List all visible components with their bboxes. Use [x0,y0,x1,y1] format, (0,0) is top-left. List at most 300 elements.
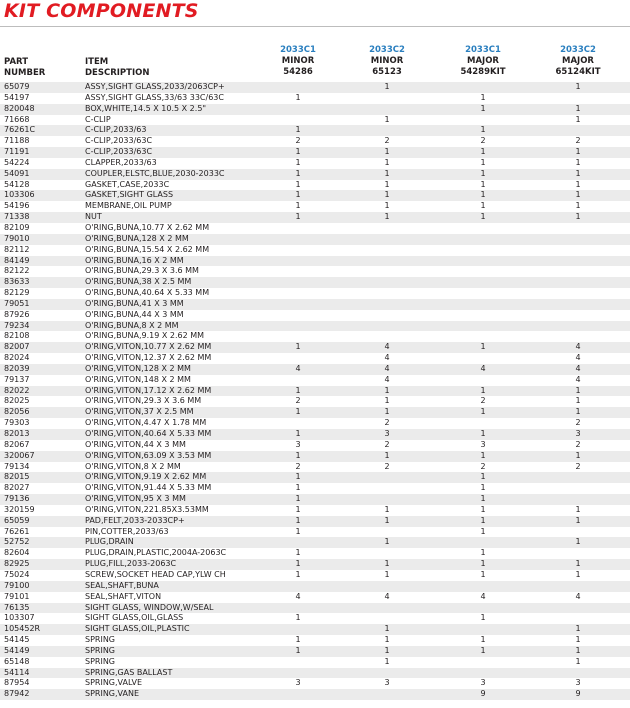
quantity-cell: 1 [480,472,486,482]
quantity-cell: 3 [480,678,486,688]
description-cell: O'RING,VITON,221.85X3.53MM [85,504,209,514]
quantity-cell: 4 [295,591,301,601]
description-cell: O'RING,VITON,9.19 X 2.62 MM [85,472,207,482]
part-number-cell: 82007 [4,342,30,352]
quantity-cell: 1 [295,157,301,167]
kit-type: MAJOR [562,56,594,66]
quantity-cell: 1 [295,635,301,645]
quantity-cell: 1 [480,212,486,222]
part-number-cell: 76261 [4,526,30,536]
part-number-cell: 54196 [4,201,30,211]
table-row [0,548,630,559]
table-row [0,331,630,342]
quantity-cell: 2 [384,418,390,428]
quantity-cell: 1 [295,179,301,189]
quantity-cell: 1 [295,494,301,504]
part-number-cell: 75024 [4,569,30,579]
description-cell: PLUG,DRAIN,PLASTIC,2004A-2063C [85,548,227,558]
quantity-cell: 4 [384,353,390,363]
quantity-cell: 1 [384,645,390,655]
description-cell: O'RING,VITON,40.64 X 5.33 MM [85,429,212,438]
quantity-cell: 2 [575,439,581,449]
description-cell: GASKET,SIGHT GLASS [85,190,174,200]
quantity-cell: 1 [480,613,486,623]
quantity-cell: 1 [480,407,486,417]
quantity-cell: 1 [480,569,486,579]
quantity-cell: 1 [295,385,301,395]
part-number-cell: 82013 [4,429,30,438]
quantity-cell: 4 [575,363,581,373]
description-cell: O'RING,VITON,148 X 2 MM [85,374,191,384]
quantity-cell: 1 [480,125,486,135]
part-number-cell: 82122 [4,266,30,276]
part-number-cell: 54224 [4,157,30,167]
description-cell: O'RING,VITON,4.47 X 1.78 MM [85,418,207,428]
quantity-cell: 1 [480,450,486,460]
quantity-cell: 1 [480,179,486,189]
part-number-cell: 82129 [4,288,30,298]
table-row [0,266,630,277]
quantity-cell: 2 [575,418,581,428]
item-description-header [85,57,149,79]
quantity-cell: 1 [575,82,581,91]
quantity-cell: 1 [295,515,301,525]
quantity-cell: 1 [480,526,486,536]
quantity-cell: 1 [295,613,301,623]
part-number-cell: 83633 [4,277,30,287]
table-row [0,451,630,462]
quantity-cell: 4 [480,363,486,373]
quantity-cell: 9 [575,689,581,699]
table-row [0,527,630,538]
description-cell: O'RING,BUNA,41 X 3 MM [85,298,184,308]
part-number-cell: 82027 [4,483,30,493]
table-row [0,342,630,353]
table-row [0,125,630,136]
quantity-cell: 1 [480,342,486,352]
description-cell: MEMBRANE,OIL PUMP [85,201,172,211]
table-row [0,657,630,668]
quantity-cell: 1 [575,190,581,200]
part-number-cell: 105452R [4,624,41,634]
description-cell: SEAL,SHAFT,BUNA [85,580,159,590]
quantity-cell: 1 [480,190,486,200]
quantity-cell: 1 [575,515,581,525]
description-cell: O'RING,BUNA,16 X 2 MM [85,255,184,265]
quantity-cell: 1 [480,429,486,438]
part-number-cell: 71668 [4,114,30,124]
quantity-cell: 4 [575,353,581,363]
part-number-cell: 76135 [4,602,30,612]
quantity-cell: 9 [480,689,486,699]
quantity-cell: 1 [295,407,301,417]
quantity-cell: 1 [295,342,301,352]
part-number-cell: 82112 [4,244,30,254]
quantity-cell: 4 [384,342,390,352]
kit-header-major-c1 [435,45,531,78]
quantity-cell: 1 [384,201,390,211]
description-cell: O'RING,BUNA,15.54 X 2.62 MM [85,244,210,254]
description-cell: C-CLIP,2033/63 [85,125,147,135]
quantity-cell: 1 [575,147,581,157]
description-cell: SPRING,VALVE [85,678,143,688]
kit-type: MAJOR [467,56,499,66]
quantity-cell: 1 [575,157,581,167]
quantity-cell: 2 [295,396,301,406]
table-row [0,494,630,505]
quantity-cell: 2 [480,461,486,471]
part-number-cell: 65079 [4,82,30,91]
quantity-cell: 1 [384,624,390,634]
quantity-cell: 1 [575,103,581,113]
quantity-cell: 1 [295,168,301,178]
quantity-cell: 1 [480,494,486,504]
quantity-cell: 1 [295,504,301,514]
description-cell: SPRING [85,635,116,645]
part-number-cell: 79137 [4,374,30,384]
description-cell: O'RING,VITON,8 X 2 MM [85,461,181,471]
quantity-cell: 1 [575,559,581,569]
part-number-cell: 52752 [4,537,30,547]
quantity-cell: 1 [295,125,301,135]
description-cell: O'RING,BUNA,38 X 2.5 MM [85,277,192,287]
table-row [0,147,630,158]
quantity-cell: 1 [295,147,301,157]
quantity-cell: 3 [480,439,486,449]
kit-code: 2033C1 [465,45,501,55]
quantity-cell: 1 [295,526,301,536]
part-number-cell: 82109 [4,222,30,232]
quantity-cell: 1 [384,147,390,157]
quantity-cell: 1 [575,645,581,655]
table-row [0,169,630,180]
quantity-cell: 1 [295,450,301,460]
quantity-cell: 1 [480,645,486,655]
table-row [0,375,630,386]
part-number-cell: 87954 [4,678,30,688]
description-cell: PLUG,DRAIN [85,537,134,547]
table-row [0,158,630,169]
quantity-cell: 1 [384,168,390,178]
table-row [0,440,630,451]
quantity-cell: 1 [384,114,390,124]
part-number-cell: 79134 [4,461,30,471]
quantity-cell: 1 [384,569,390,579]
quantity-cell: 4 [384,591,390,601]
quantity-cell: 2 [295,461,301,471]
quantity-cell: 1 [575,179,581,189]
description-cell: O'RING,BUNA,29.3 X 3.6 MM [85,266,199,276]
part-number-cell: 82015 [4,472,30,482]
part-number-cell: 82108 [4,331,30,341]
quantity-cell: 1 [480,147,486,157]
part-number-cell: 79051 [4,298,30,308]
part-number-cell: 82925 [4,559,30,569]
description-cell: ASSY,SIGHT GLASS,33/63 33C/63C [85,92,224,102]
part-number-cell: 82604 [4,548,30,558]
description-cell: PAD,FELT,2033-2033CP+ [85,515,185,525]
quantity-cell: 4 [384,374,390,384]
description-cell: O'RING,VITON,37 X 2.5 MM [85,407,194,417]
kit-header-minor-c2 [339,45,435,78]
description-cell: GASKET,CASE,2033C [85,179,170,189]
quantity-cell: 1 [480,103,486,113]
description-cell: C-CLIP,2033/63C [85,136,153,146]
description-cell: SPRING [85,645,116,655]
quantity-cell: 1 [575,114,581,124]
quantity-cell: 3 [295,439,301,449]
quantity-cell: 1 [480,483,486,493]
table-row [0,93,630,104]
quantity-cell: 1 [295,201,301,211]
table-row [0,223,630,234]
table-row [0,364,630,375]
table-row [0,234,630,245]
quantity-cell: 1 [480,168,486,178]
quantity-cell: 4 [575,342,581,352]
components-table [0,82,630,700]
description-cell: SEAL,SHAFT,VITON [85,591,162,601]
table-row [0,462,630,473]
quantity-cell: 3 [384,429,390,438]
table-row [0,353,630,364]
part-number-cell: 76261C [4,125,36,135]
part-number-cell: 65059 [4,515,30,525]
table-row [0,136,630,147]
part-header-line1: PART [4,57,28,67]
description-cell: O'RING,VITON,17.12 X 2.62 MM [85,385,212,395]
item-header-line1: ITEM [85,57,109,67]
quantity-cell: 3 [575,678,581,688]
table-row [0,516,630,527]
quantity-cell: 1 [384,396,390,406]
quantity-cell: 1 [295,92,301,102]
quantity-cell: 1 [384,559,390,569]
quantity-cell: 1 [575,624,581,634]
quantity-cell: 2 [575,461,581,471]
quantity-cell: 1 [575,201,581,211]
description-cell: CLAPPER,2033/63 [85,157,157,167]
part-number-cell: 82025 [4,396,30,406]
quantity-cell: 1 [384,157,390,167]
description-cell: SPRING [85,656,116,666]
table-row [0,678,630,689]
description-cell: BOX,WHITE,14.5 X 10.5 X 2.5" [85,103,207,113]
quantity-cell: 1 [384,656,390,666]
quantity-cell: 4 [295,363,301,373]
quantity-cell: 1 [384,82,390,91]
part-number-cell: 54145 [4,635,30,645]
quantity-cell: 1 [384,179,390,189]
part-number-cell: 79234 [4,320,30,330]
part-number-cell: 87926 [4,309,30,319]
part-number-cell: 84149 [4,255,30,265]
quantity-cell: 1 [575,504,581,514]
part-number-cell: 820048 [4,103,35,113]
kit-number: 65123 [372,67,402,77]
table-row [0,288,630,299]
table-row [0,472,630,483]
table-row [0,668,630,679]
part-number-cell: 82039 [4,363,30,373]
page-title: KIT COMPONENTS [4,0,199,22]
part-number-cell: 54128 [4,179,30,189]
part-number-cell: 103306 [4,190,35,200]
description-cell: NUT [85,212,102,222]
description-cell: O'RING,VITON,63.09 X 3.53 MM [85,450,212,460]
description-cell: SPRING,VANE [85,689,140,699]
quantity-cell: 1 [575,450,581,460]
title-divider [0,26,630,27]
table-row [0,505,630,516]
description-cell: SIGHT GLASS, WINDOW,W/SEAL [85,602,214,612]
description-cell: SCREW,SOCKET HEAD CAP,YLW CH [85,569,226,579]
table-row [0,321,630,332]
part-number-cell: 54114 [4,667,30,677]
part-number-cell: 79303 [4,418,30,428]
quantity-cell: 1 [295,559,301,569]
part-number-header [4,57,45,79]
description-cell: O'RING,BUNA,44 X 3 MM [85,309,184,319]
table-row [0,277,630,288]
table-row [0,429,630,440]
quantity-cell: 1 [384,190,390,200]
quantity-cell: 1 [575,396,581,406]
quantity-cell: 3 [295,678,301,688]
table-row [0,483,630,494]
description-cell: COUPLER,ELSTC,BLUE,2030-2033C [85,168,225,178]
quantity-cell: 1 [295,645,301,655]
part-number-cell: 82056 [4,407,30,417]
quantity-cell: 1 [384,635,390,645]
description-cell: ASSY,SIGHT GLASS,2033/2063CP+ [85,82,225,91]
description-cell: O'RING,VITON,91.44 X 5.33 MM [85,483,212,493]
table-row [0,115,630,126]
kit-code: 2033C1 [280,45,316,55]
table-row [0,407,630,418]
quantity-cell: 1 [295,483,301,493]
quantity-cell: 4 [575,591,581,601]
quantity-cell: 1 [480,548,486,558]
quantity-cell: 1 [480,504,486,514]
kit-code: 2033C2 [369,45,405,55]
quantity-cell: 1 [575,212,581,222]
quantity-cell: 2 [480,136,486,146]
table-row [0,570,630,581]
quantity-cell: 2 [295,136,301,146]
quantity-cell: 1 [295,190,301,200]
table-row [0,201,630,212]
kit-type: MINOR [370,56,404,66]
description-cell: O'RING,BUNA,9.19 X 2.62 MM [85,331,205,341]
table-row [0,310,630,321]
description-cell: O'RING,VITON,44 X 3 MM [85,439,186,449]
quantity-cell: 1 [575,635,581,645]
quantity-cell: 3 [384,678,390,688]
table-row [0,559,630,570]
part-number-cell: 320159 [4,504,35,514]
table-row [0,212,630,223]
part-number-cell: 82022 [4,385,30,395]
part-number-cell: 103307 [4,613,35,623]
description-cell: O'RING,BUNA,128 X 2 MM [85,233,189,243]
table-row [0,245,630,256]
part-number-cell: 71188 [4,136,30,146]
part-number-cell: 65148 [4,656,30,666]
table-row [0,190,630,201]
quantity-cell: 1 [384,450,390,460]
quantity-cell: 1 [295,548,301,558]
quantity-cell: 1 [295,429,301,438]
part-number-cell: 54091 [4,168,30,178]
part-number-cell: 79136 [4,494,30,504]
quantity-cell: 1 [575,168,581,178]
part-number-cell: 54149 [4,645,30,655]
table-row [0,396,630,407]
table-header [0,43,630,79]
description-cell: C-CLIP [85,114,111,124]
quantity-cell: 2 [384,461,390,471]
kit-code: 2033C2 [560,45,596,55]
quantity-cell: 1 [480,635,486,645]
description-cell: O'RING,VITON,29.3 X 3.6 MM [85,396,202,406]
quantity-cell: 1 [575,569,581,579]
table-row [0,418,630,429]
quantity-cell: 1 [480,559,486,569]
quantity-cell: 1 [575,407,581,417]
quantity-cell: 1 [384,515,390,525]
table-row [0,689,630,700]
quantity-cell: 1 [480,515,486,525]
quantity-cell: 1 [480,385,486,395]
part-number-cell: 79101 [4,591,30,601]
quantity-cell: 1 [295,569,301,579]
quantity-cell: 4 [384,363,390,373]
table-row [0,646,630,657]
table-row [0,104,630,115]
part-number-cell: 87942 [4,689,30,699]
kit-header-major-c2 [530,45,626,78]
quantity-cell: 1 [384,504,390,514]
part-number-cell: 320067 [4,450,35,460]
description-cell: SIGHT GLASS,OIL,GLASS [85,613,184,623]
quantity-cell: 1 [384,385,390,395]
kit-type: MINOR [281,56,315,66]
table-row [0,581,630,592]
description-cell: O'RING,BUNA,10.77 X 2.62 MM [85,222,210,232]
description-cell: O'RING,VITON,12.37 X 2.62 MM [85,353,212,363]
part-number-cell: 71191 [4,147,30,157]
quantity-cell: 1 [384,537,390,547]
quantity-cell: 2 [384,439,390,449]
description-cell: SIGHT GLASS,OIL,PLASTIC [85,624,190,634]
description-cell: C-CLIP,2033/63C [85,147,153,157]
description-cell: PIN,COTTER,2033/63 [85,526,169,536]
description-cell: O'RING,BUNA,8 X 2 MM [85,320,179,330]
kit-number: 54289KIT [460,67,506,77]
part-header-line2: NUMBER [4,68,46,78]
table-row [0,613,630,624]
quantity-cell: 4 [480,591,486,601]
part-number-cell: 79010 [4,233,30,243]
description-cell: O'RING,VITON,95 X 3 MM [85,494,186,504]
quantity-cell: 1 [295,212,301,222]
quantity-cell: 2 [480,396,486,406]
table-row [0,537,630,548]
kit-number: 65124KIT [555,67,601,77]
description-cell: PLUG,FILL,2033-2063C [85,559,177,569]
quantity-cell: 1 [480,157,486,167]
